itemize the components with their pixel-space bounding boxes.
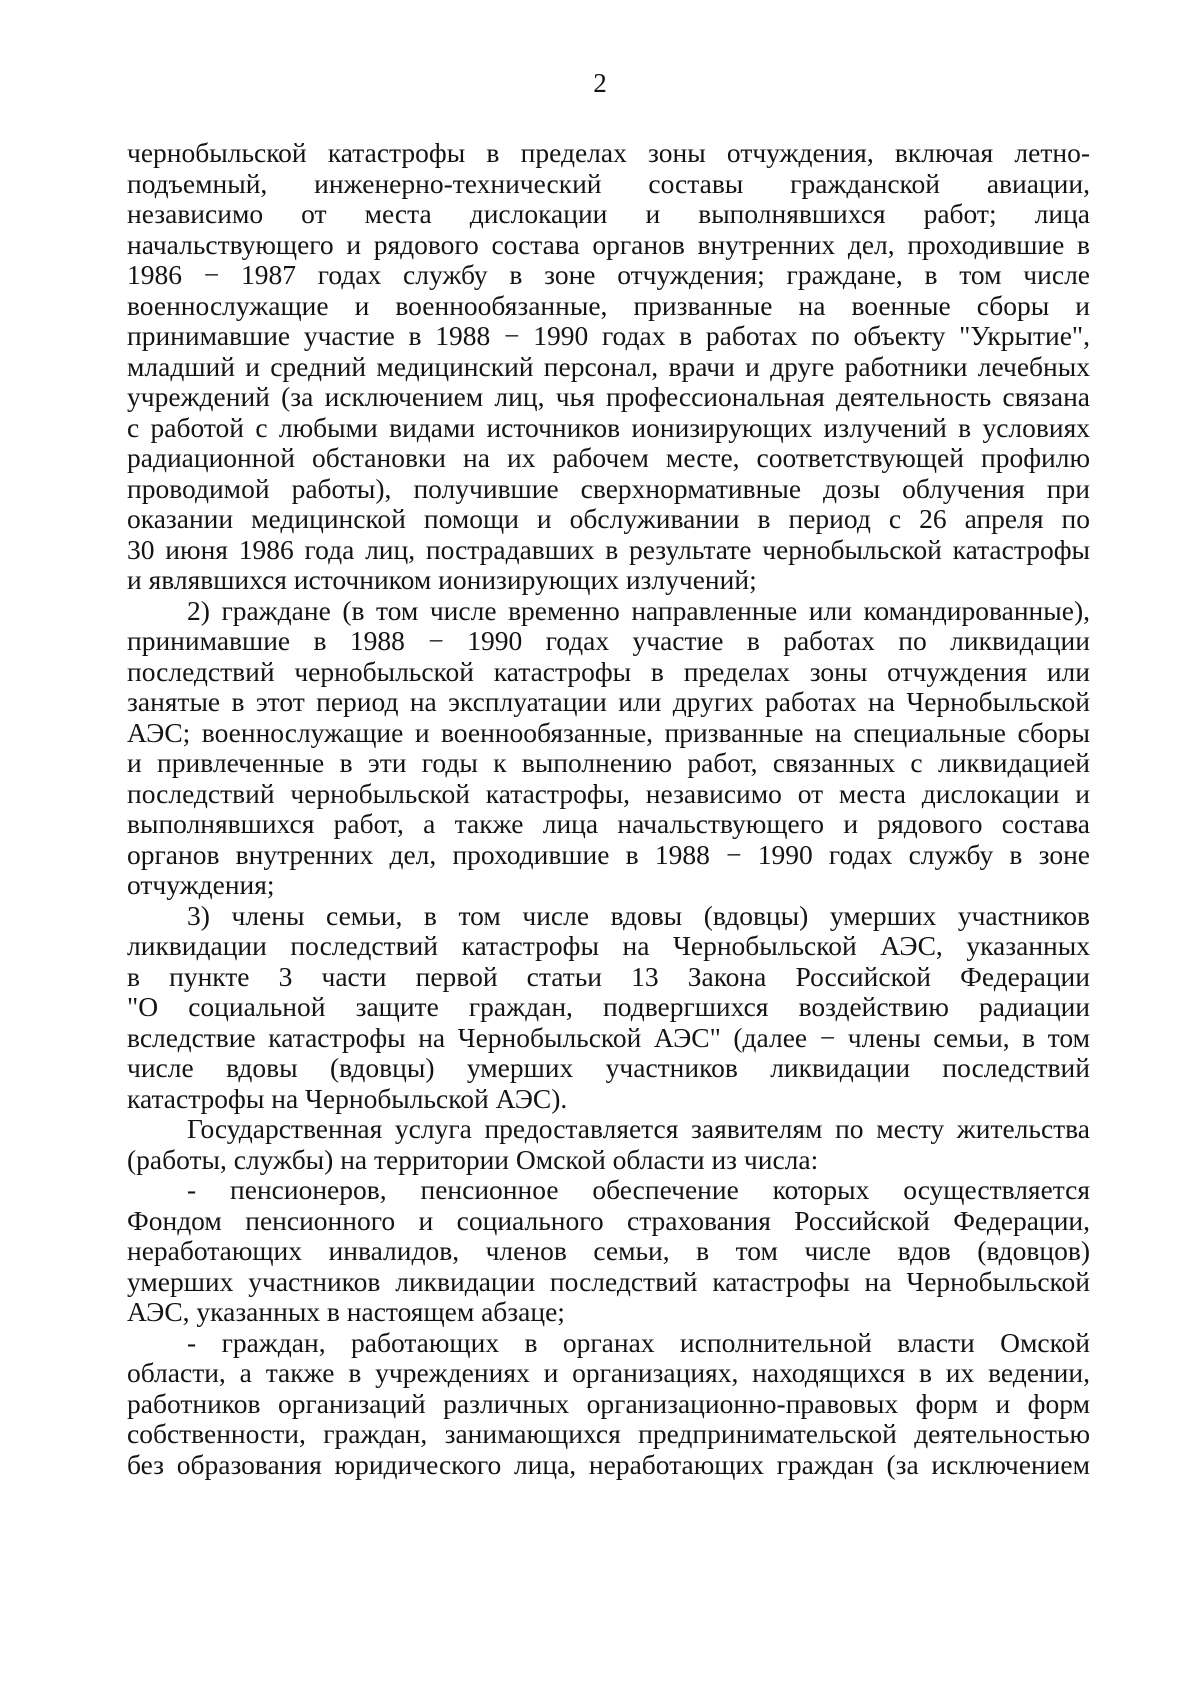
text-line: без образования юридического лица, неработающих граждан (за исключением: [127, 1448, 1090, 1480]
text-line: органов внутренних дел, проходившие в 1988 − 1990 годах службу в зоне: [127, 838, 1090, 870]
text-line: последствий чернобыльской катастрофы в пределах зоны отчуждения или: [127, 655, 1090, 687]
text-line: принимавшие в 1988 − 1990 годах участие в работах по ликвидации: [127, 625, 1090, 656]
text-line: с работой с любыми видами источников ионизирующих излучений в условиях: [127, 411, 1090, 443]
text-line: Государственная услуга предоставляется заявителям по месту жительства: [187, 1113, 1090, 1144]
text-line: 3) члены семьи, в том числе вдовы (вдовцы) умерших участников: [187, 899, 1090, 931]
text-line: - пенсионеров, пенсионное обеспечение которых осуществляется: [187, 1174, 1090, 1205]
text-line: последствий чернобыльской катастрофы, независимо от места дислокации и: [127, 777, 1090, 809]
text-line: принимавшие участие в 1988 − 1990 годах в работах по объекту "Укрытие",: [127, 320, 1090, 351]
text-line: выполнявшихся работ, а также лица начальствующего и рядового состава: [127, 808, 1090, 839]
text-line: числе вдовы (вдовцы) умерших участников ликвидации последствий: [127, 1052, 1090, 1083]
text-line: и являвшихся источником ионизирующих излучений;: [127, 564, 757, 595]
text-line: оказании медицинской помощи и обслуживании в период с 26 апреля по: [127, 503, 1090, 534]
text-line: чернобыльской катастрофы в пределах зоны отчуждения, включая летно-: [127, 137, 1090, 168]
text-line: умерших участников ликвидации последствий катастрофы на Чернобыльской: [127, 1265, 1090, 1297]
text-line: младший и средний медицинский персонал, врачи и друге работники лечебных: [127, 350, 1090, 382]
text-line: катастрофы на Чернобыльской АЭС).: [127, 1082, 568, 1114]
text-line: - граждан, работающих в органах исполнительной власти Омской: [187, 1326, 1090, 1358]
text-line: области, а также в учреждениях и организациях, находящихся в их ведении,: [127, 1357, 1090, 1388]
text-line: АЭС; военнослужащие и военнообязанные, призванные на специальные сборы: [127, 716, 1090, 748]
text-line: АЭС, указанных в настоящем абзаце;: [127, 1296, 565, 1327]
text-line: "О социальной защите граждан, подвергшихся воздействию радиации: [127, 991, 1090, 1022]
text-line: начальствующего и рядового состава органов внутренних дел, проходившие в: [127, 228, 1090, 260]
text-line: ликвидации последствий катастрофы на Чернобыльской АЭС, указанных: [127, 930, 1090, 961]
text-line: независимо от места дислокации и выполнявшихся работ; лица: [127, 198, 1090, 229]
text-line: в пункте 3 части первой статьи 13 Закона Российской Федерации: [127, 960, 1090, 992]
page-number: 2: [593, 68, 607, 98]
text-line: Фондом пенсионного и социального страхования Российской Федерации,: [127, 1204, 1090, 1236]
text-line: неработающих инвалидов, членов семьи, в том числе вдов (вдовцов): [127, 1235, 1090, 1266]
text-line: работников организаций различных организационно-правовых форм и форм: [127, 1387, 1090, 1419]
text-line: занятые в этот период на эксплуатации или других работах на Чернобыльской: [127, 686, 1090, 717]
text-line: проводимой работы), получившие сверхнормативные дозы облучения при: [127, 472, 1090, 504]
text-line: отчуждения;: [127, 869, 275, 900]
text-line: (работы, службы) на территории Омской области из числа:: [127, 1143, 819, 1175]
text-line: подъемный, инженерно-технический составы гражданской авиации,: [127, 167, 1090, 199]
text-line: 1986 − 1987 годах службу в зоне отчуждения; граждане, в том числе: [127, 259, 1090, 290]
text-line: вследствие катастрофы на Чернобыльской АЭС" (далее − члены семьи, в том: [127, 1021, 1090, 1053]
text-line: собственности, граждан, занимающихся предпринимательской деятельностью: [127, 1418, 1090, 1449]
text-line: учреждений (за исключением лиц, чья профессиональная деятельность связана: [127, 381, 1090, 412]
text-line: радиационной обстановки на их рабочем месте, соответствующей профилю: [127, 442, 1090, 473]
text-line: 2) граждане (в том числе временно направленные или командированные),: [187, 594, 1090, 626]
document-body: [127, 138, 1090, 1480]
text-line: 30 июня 1986 года лиц, пострадавших в результате чернобыльской катастрофы: [127, 533, 1090, 565]
text-line: и привлеченные в эти годы к выполнению работ, связанных с ликвидацией: [127, 747, 1090, 778]
text-line: военнослужащие и военнообязанные, призванные на военные сборы и: [127, 289, 1090, 321]
